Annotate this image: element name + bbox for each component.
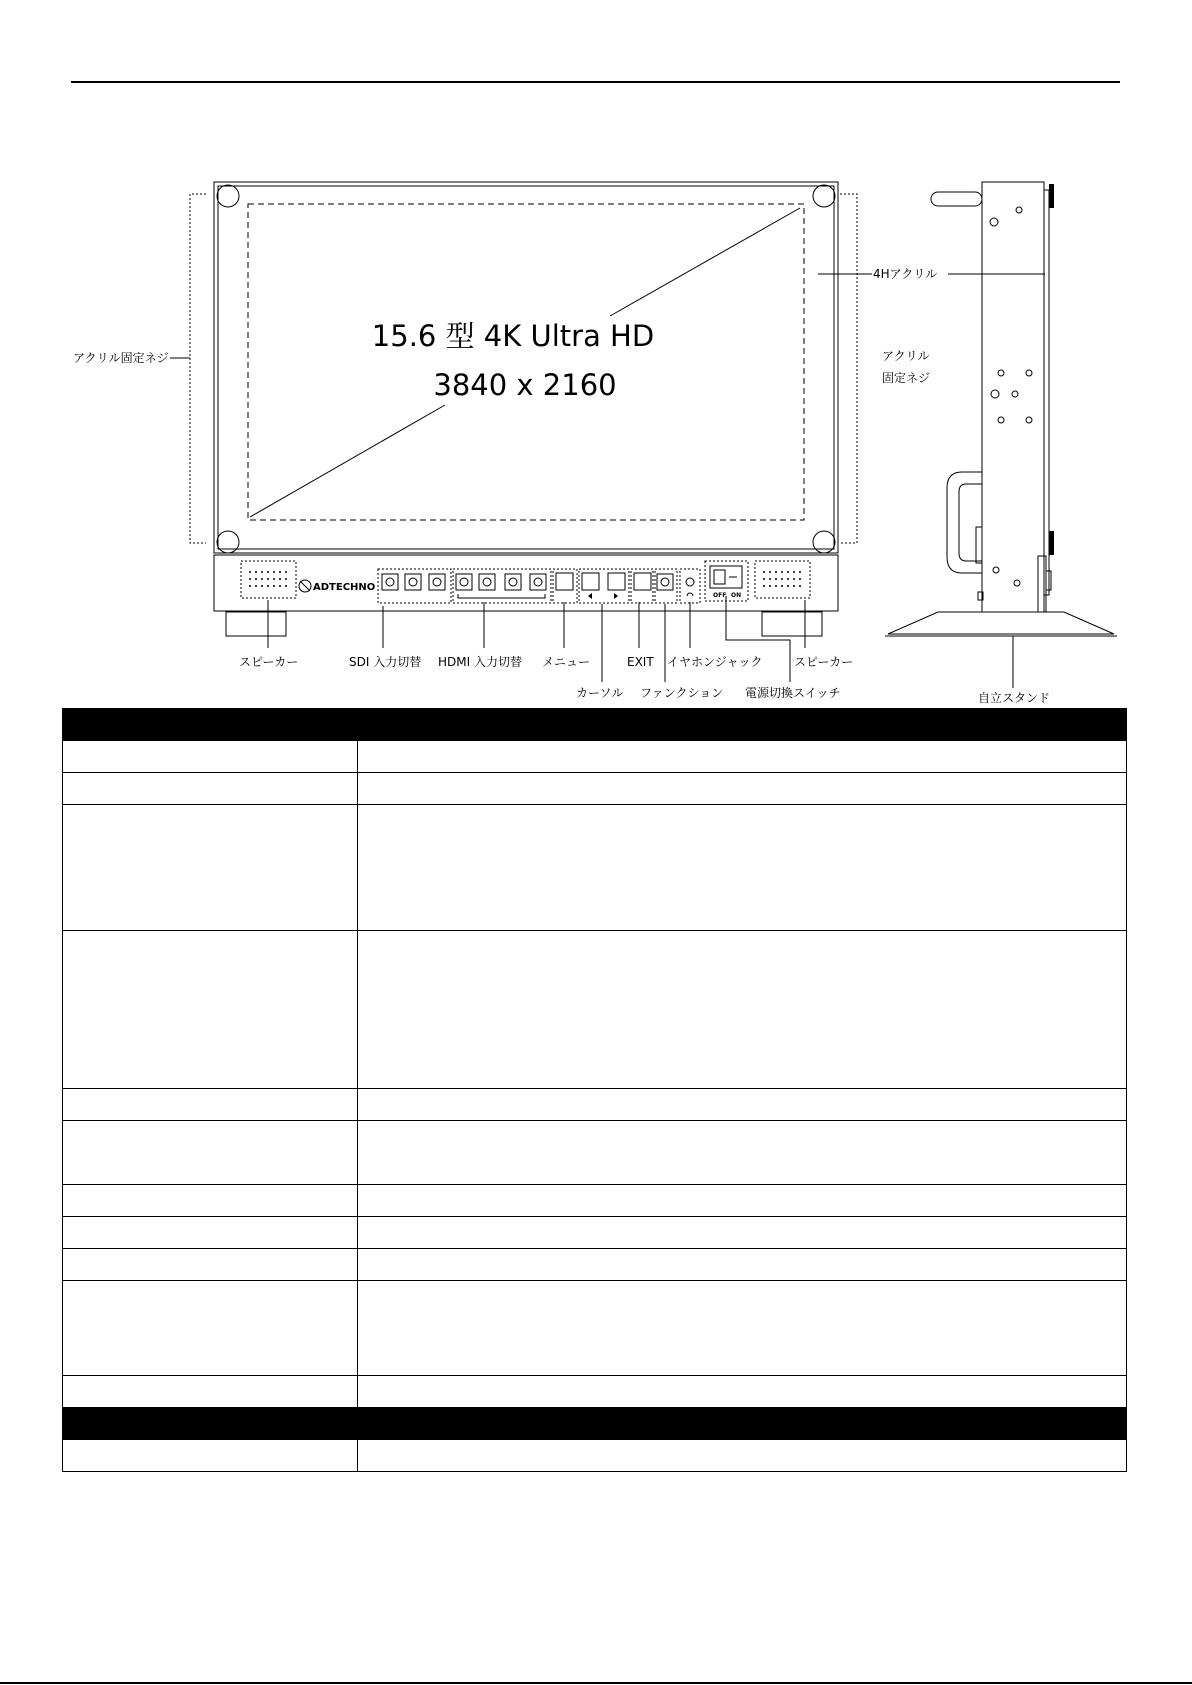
spec-key bbox=[63, 1121, 358, 1185]
spec-row bbox=[63, 805, 1127, 931]
spec-row bbox=[63, 931, 1127, 1089]
spec-row bbox=[63, 1185, 1127, 1217]
right-dim-bracket bbox=[840, 194, 857, 543]
power-on-label: ON bbox=[731, 592, 742, 599]
speaker-right-label: スピーカー bbox=[794, 655, 854, 669]
spec-value bbox=[358, 1121, 1127, 1185]
acrylic-screw-right-label-2: 固定ネジ bbox=[882, 371, 931, 385]
speaker-left-label: スピーカー bbox=[239, 655, 299, 669]
spec-value bbox=[358, 1217, 1127, 1249]
side-stand bbox=[888, 612, 1114, 634]
stand-label: 自立スタンド bbox=[978, 691, 1051, 705]
spec-value bbox=[358, 1185, 1127, 1217]
corner-screw-icon bbox=[217, 531, 239, 553]
cursor-label: カーソル bbox=[576, 686, 624, 700]
diagonal-lower bbox=[250, 405, 445, 517]
hdmi-button-2[interactable] bbox=[479, 574, 495, 590]
spec-value bbox=[358, 1281, 1127, 1376]
function-label: ファンクション bbox=[640, 686, 724, 700]
resolution-text: 3840 x 2160 bbox=[433, 368, 617, 402]
left-dim-bracket bbox=[190, 194, 206, 543]
spec-row bbox=[63, 1249, 1127, 1281]
spec-value bbox=[358, 931, 1127, 1089]
spec-row bbox=[63, 1376, 1127, 1408]
spec-value bbox=[358, 1376, 1127, 1408]
spec-value bbox=[358, 1440, 1127, 1472]
spec-value bbox=[358, 709, 1127, 741]
earphone-jack-label: イヤホンジャック bbox=[667, 655, 763, 669]
spec-value bbox=[358, 1089, 1127, 1121]
sdi-button-3[interactable] bbox=[429, 574, 445, 590]
spec-key bbox=[63, 1376, 358, 1408]
cursor-left-icon bbox=[588, 593, 592, 599]
spec-key bbox=[63, 1281, 358, 1376]
earphone-jack-icon[interactable] bbox=[686, 578, 694, 586]
side-knob-bottom bbox=[1049, 531, 1054, 555]
sdi-switch-label: SDI 入力切替 bbox=[349, 655, 422, 669]
cursor-button-group bbox=[579, 569, 629, 603]
cursor-right-button[interactable] bbox=[608, 573, 625, 590]
display-area bbox=[248, 204, 804, 520]
side-antenna bbox=[931, 192, 982, 206]
spec-row bbox=[63, 741, 1127, 773]
spec-value bbox=[358, 1249, 1127, 1281]
corner-screw-icon bbox=[813, 531, 835, 553]
exit-button[interactable] bbox=[634, 573, 651, 590]
spec-value bbox=[358, 805, 1127, 931]
hdmi-button-1[interactable] bbox=[456, 574, 472, 590]
hdmi-button-3[interactable] bbox=[505, 574, 521, 590]
spec-key bbox=[63, 709, 358, 741]
sdi-button-1[interactable] bbox=[382, 574, 398, 590]
spec-row bbox=[63, 1089, 1127, 1121]
function-button[interactable] bbox=[657, 574, 673, 590]
hdmi-button-4[interactable] bbox=[530, 574, 546, 590]
power-switch-label: 電源切換スイッチ bbox=[745, 686, 841, 700]
spec-key bbox=[63, 1249, 358, 1281]
spec-row bbox=[63, 1217, 1127, 1249]
sdi-button-2[interactable] bbox=[405, 574, 421, 590]
spec-section-header bbox=[63, 1408, 1127, 1440]
menu-label: メニュー bbox=[542, 655, 591, 669]
spec-value bbox=[358, 773, 1127, 805]
spec-value bbox=[358, 741, 1127, 773]
spec-row bbox=[63, 1281, 1127, 1376]
brand-label: ADTECHNO bbox=[313, 582, 376, 593]
spec-key bbox=[63, 805, 358, 931]
cursor-left-button[interactable] bbox=[582, 573, 599, 590]
left-speaker-holes bbox=[249, 571, 287, 587]
acrylic-screw-left-label: アクリル固定ネジ bbox=[73, 351, 169, 365]
spec-key bbox=[63, 931, 358, 1089]
spec-key bbox=[63, 741, 358, 773]
corner-screw-icon bbox=[217, 185, 239, 207]
menu-button[interactable] bbox=[556, 573, 573, 590]
spec-row bbox=[63, 773, 1127, 805]
power-off-label: OFF bbox=[713, 592, 727, 599]
power-switch[interactable] bbox=[710, 566, 742, 588]
cursor-right-icon bbox=[614, 593, 618, 599]
right-speaker-holes bbox=[763, 571, 801, 587]
side-acrylic bbox=[1044, 190, 1049, 595]
screen-size-text: 15.6 型 4K Ultra HD bbox=[371, 319, 655, 353]
diagonal-upper bbox=[610, 208, 800, 316]
spec-row bbox=[63, 1440, 1127, 1472]
side-knob-top bbox=[1049, 184, 1054, 208]
bottom-rule bbox=[0, 1682, 1192, 1684]
spec-key bbox=[63, 1217, 358, 1249]
hdmi-switch-label: HDMI 入力切替 bbox=[438, 655, 522, 669]
spec-section-header bbox=[63, 709, 1127, 741]
right-foot bbox=[762, 612, 822, 636]
spec-table bbox=[62, 708, 1127, 1472]
acrylic-4h-label: 4Hアクリル bbox=[873, 267, 938, 281]
monitor-diagram bbox=[0, 0, 1192, 710]
side-handle bbox=[947, 472, 982, 573]
spec-row bbox=[63, 1121, 1127, 1185]
spec-value bbox=[358, 1408, 1127, 1440]
side-body bbox=[982, 182, 1044, 612]
spec-key bbox=[63, 1440, 358, 1472]
spec-key bbox=[63, 773, 358, 805]
exit-label: EXIT bbox=[627, 655, 654, 669]
left-foot bbox=[226, 612, 286, 636]
acrylic-screw-right-label-1: アクリル bbox=[882, 349, 930, 363]
spec-key bbox=[63, 1185, 358, 1217]
corner-screw-icon bbox=[813, 185, 835, 207]
spec-key bbox=[63, 1089, 358, 1121]
headphone-icon bbox=[687, 593, 693, 596]
spec-key bbox=[63, 1408, 358, 1440]
